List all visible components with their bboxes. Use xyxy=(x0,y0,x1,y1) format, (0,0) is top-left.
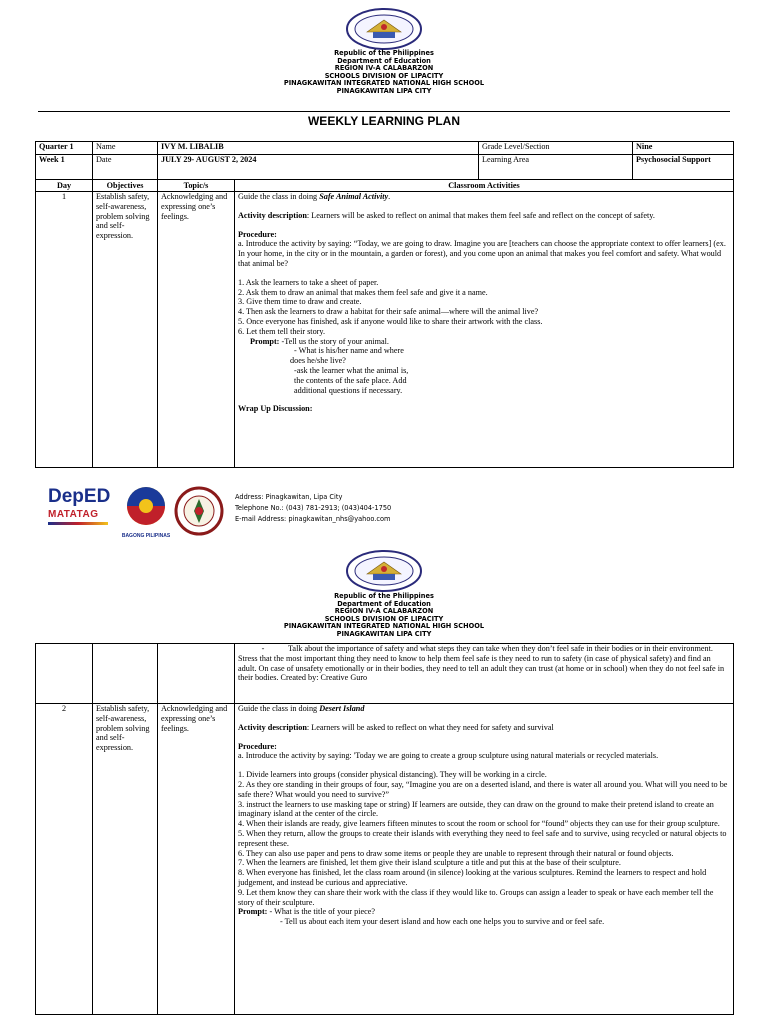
activities-cell: Guide the class in doing Safe Animal Activity. Activity description: Learners will be asked to reflect on animal that makes them feel safe and reflect on the concept of safety. Procedure: a. Introduce the activity by saying: “Today, we are going to draw. Imagine you are [teachers can choose the appropriate context to offer learners] (ex. In your home, in the city or in the mountain, a garden or forest), and you come upon an animal that makes you feel comfort and safety. What would that animal be? 1. Ask the learners to take a sheet of paper. 2. Ask them to draw an animal that makes them feel safe and give it a name. 3. Give them time to draw and create. 4. Then ask the learners to draw a habitat for their safe animal—where will the animal live? 5. Once everyone has finished, ask if anyone would like to share their artwork with the class. 6. Let them tell their story. Prompt: -Tell us the story of your animal. - What is his/her name and where does he/she live? -ask the learner what the animal is, the contents of the safe place. Add additional questions if necessary. Wrap Up Discussion: xyxy=(235,192,734,468)
grade-label: Grade Level/Section xyxy=(479,142,633,155)
prompt-text: - What is the title of your piece? xyxy=(267,907,376,917)
procedure-label: Procedure: xyxy=(238,741,277,751)
prompt-label: Prompt: xyxy=(238,907,268,917)
deped-seal-icon xyxy=(345,8,423,50)
step-item: 9. Let them know they can share their work with the class if they would like to. Groups can assign a leader to speak or have each member tell the story of their sculpture. xyxy=(238,887,714,907)
step-item: 5. When they return, allow the groups to create their islands with everything they need to feel safe and to survive, using recycled or natural objects to represent these. xyxy=(238,828,727,848)
wrap-up-cell xyxy=(235,644,734,704)
step-item: 1. Divide learners into groups (consider physical distancing). They will be working in a circle. xyxy=(238,770,547,780)
header-line: PINAGKAWITAN LIPA CITY xyxy=(336,86,432,95)
quarter-cell: Quarter 1 xyxy=(36,142,93,155)
learning-area-value: Psychosocial Support xyxy=(633,155,734,180)
header-line: Department of Education xyxy=(337,56,431,65)
day-row xyxy=(36,192,734,468)
bagong-pilipinas-icon xyxy=(118,484,174,528)
prompt-text: - What is his/her name and where xyxy=(294,346,404,356)
day-header: Day xyxy=(36,180,93,192)
header-line: SCHOOLS DIVISION OF LIPACITY xyxy=(324,614,444,623)
step-item: 3. Give them time to draw and create. xyxy=(238,297,362,307)
telephone-text: Telephone No.: (043) 781-2913; (043)404-1750 xyxy=(235,504,392,512)
step-item: 2. As they ore standing in their groups of four, say, “Imagine you are on a deserted island, and there is water all around you. What will you need to be safe there? What would you need to survive?” xyxy=(238,779,728,799)
school-seal-icon xyxy=(174,486,224,536)
name-label: Name xyxy=(93,142,158,155)
step-item: 8. When everyone has finished, let the class roam around (in silence) looking at the various sculptures. Remind the learners to respect and hold judgement, and instead be curious and appreciative. xyxy=(238,868,707,887)
header-divider xyxy=(38,111,730,112)
topic-cell: Acknowledging and expressing one’s feelings. xyxy=(158,704,235,1015)
header-line: Republic of the Philippines xyxy=(334,49,434,57)
activities-header: Classroom Activities xyxy=(235,180,734,192)
activity-title: Safe Animal Activity xyxy=(319,192,389,201)
teacher-name: IVY M. LIBALIB xyxy=(158,142,479,155)
header-line: REGION IV-A CALABARZON xyxy=(334,64,434,73)
prompt-text: additional questions if necessary. xyxy=(294,385,403,395)
step-item: 4. Then ask the learners to draw a habitat for their safe animal—where will the animal live? xyxy=(238,307,539,317)
description-text: : Learners will be asked to reflect on animal that makes them feel safe and reflect on the concept of safety. xyxy=(306,210,655,220)
learning-plan-table-continued xyxy=(35,643,734,1015)
description-text: : Learners will be asked to reflect on what they need for safety and survival xyxy=(306,722,554,732)
week-cell: Week 1 xyxy=(36,155,93,180)
description-label: Activity description xyxy=(238,210,307,220)
institution-header xyxy=(0,50,768,96)
prompt-label: Prompt: xyxy=(250,336,280,346)
bagong-pilipinas-text: BAGONG PILIPINAS xyxy=(121,533,171,539)
topic-cell: Acknowledging and expressing one’s feelings. xyxy=(158,192,235,468)
deped-seal-icon xyxy=(345,550,423,592)
continuation-row xyxy=(36,644,734,704)
guide-text: Guide the class in doing xyxy=(238,704,320,713)
wrap-up-label: Wrap Up Discussion: xyxy=(238,404,313,414)
day-number: 2 xyxy=(36,704,93,1015)
bullet: - xyxy=(261,644,265,653)
step-item: 2. Ask them to draw an animal that makes them feel safe and give it a name. xyxy=(238,287,488,297)
step-item: 6. They can also use paper and pens to draw some items or people they are unable to represent through their natural or found objects. xyxy=(238,848,674,858)
step-item: 3. instruct the learners to use masking tape or string) If learners are outside, they can draw on the ground to make their pretend island to create an imaginary island at the center of the circle. xyxy=(238,799,714,819)
header-line: PINAGKAWITAN INTEGRATED NATIONAL HIGH SCHOOL xyxy=(283,79,485,88)
learning-plan-table xyxy=(35,141,734,468)
step-item: 6. Let them tell their story. xyxy=(238,326,326,336)
step-item: 5. Once everyone has finished, ask if anyone would like to share their artwork with the class. xyxy=(238,316,543,326)
bagong-pilipinas-logo xyxy=(118,484,174,538)
deped-seal xyxy=(0,8,768,50)
activities-cell xyxy=(235,704,734,1015)
objectives-cell: Establish safety, self-awareness, problem solving and self-expression. xyxy=(93,192,158,468)
deped-matatag-logo xyxy=(48,486,118,538)
intro-text: a. Introduce the activity by saying: 'Today we are going to create a group sculpture using natural materials or recycled materials. xyxy=(238,751,659,761)
objectives-header: Objectives xyxy=(93,180,158,192)
header-line: REGION IV-A CALABARZON xyxy=(334,607,434,616)
date-value: JULY 29- AUGUST 2, 2024 xyxy=(158,155,479,180)
prompt-text: - Tell us about each item your desert island and how each one helps you to survive and or feel safe. xyxy=(280,917,605,927)
description-label: Activity description xyxy=(238,722,307,732)
topics-header: Topic/s xyxy=(158,180,235,192)
procedure-label: Procedure: xyxy=(238,229,277,239)
header-line: Department of Education xyxy=(337,599,431,608)
prompt-text: -Tell us the story of your animal. xyxy=(279,336,389,346)
school-seal xyxy=(174,486,224,541)
prompt-text: -ask the learner what the animal is, xyxy=(294,365,409,375)
grade-value: Nine xyxy=(633,142,734,155)
guide-text: Guide the class in doing xyxy=(238,192,320,201)
column-header-row xyxy=(36,180,734,192)
prompt-text: does he/she live? xyxy=(290,356,346,366)
activity-title: Desert Island xyxy=(319,704,365,713)
wrap-up-text: Stress that the most important thing they need to know to help them feel safe is they need to run to safety (in case of physical safety) and find an adult. On case of unsafety emotionally or in their bodies, they need to tell an adult they can trust (at home or in school) when they do not feel safe in their bodies. Created by: Creative Guro xyxy=(238,653,725,683)
contact-info xyxy=(235,492,391,525)
table-row xyxy=(36,155,734,180)
step-item: 7. When the learners are finished, let them give their island sculpture a title and put this at the base of their sculpture. xyxy=(238,858,621,868)
deped-seal xyxy=(0,550,768,592)
objectives-cell: Establish safety, self-awareness, problem solving and self-expression. xyxy=(93,704,158,1015)
wrap-up-text: Talk about the importance of safety and what steps they can take when they don’t feel safe in their bodies or in their environment. xyxy=(288,644,713,653)
learning-area-label: Learning Area xyxy=(479,155,633,180)
intro-text: a. Introduce the activity by saying: “Today, we are going to draw. Imagine you are [teachers can choose the appropriate context to offer learners] (ex. In your home, in the city or in the mountain, a garden or forest), and you come upon an animal that makes you feel comfort and safety. What would that animal be? xyxy=(238,239,726,268)
institution-header xyxy=(0,593,768,639)
matatag-logo-text: MATATAG xyxy=(48,509,99,520)
email-text: E-mail Address: pinagkawitan_nhs@yahoo.com xyxy=(235,515,391,523)
step-item: 4. When their islands are ready, give learners fifteen minutes to scout the room or school for “found” objects they can use for their group sculpture. xyxy=(238,819,720,829)
date-label: Date xyxy=(93,155,158,180)
deped-logo-text: DepED xyxy=(48,486,111,507)
step-item: 1. Ask the learners to take a sheet of paper. xyxy=(238,277,379,287)
page-title: WEEKLY LEARNING PLAN xyxy=(307,114,460,128)
address-text: Address: Pinagkawitan, Lipa City xyxy=(235,493,343,501)
header-line: Republic of the Philippines xyxy=(334,592,434,600)
header-line: SCHOOLS DIVISION OF LIPACITY xyxy=(324,71,444,80)
day-row xyxy=(36,704,734,1015)
header-line: PINAGKAWITAN LIPA CITY xyxy=(336,629,432,638)
day-number: 1 xyxy=(36,192,93,468)
table-row xyxy=(36,142,734,155)
prompt-text: the contents of the safe place. Add xyxy=(294,375,407,385)
header-line: PINAGKAWITAN INTEGRATED NATIONAL HIGH SCHOOL xyxy=(283,622,485,631)
